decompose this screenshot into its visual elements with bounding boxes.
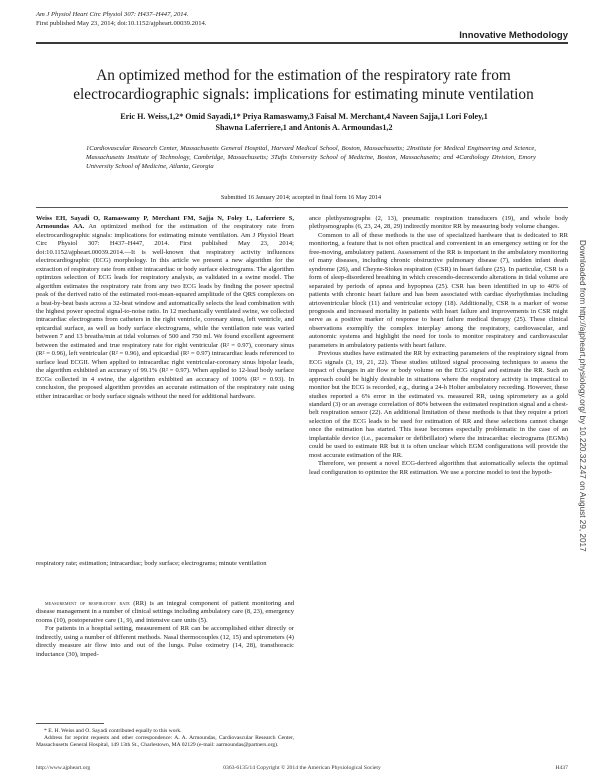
- copyright-line: 0363-6135/14 Copyright © 2014 the American Physiological Society: [223, 765, 381, 771]
- footnote-rule: [36, 723, 104, 724]
- introduction: [36, 600, 294, 659]
- abstract-text: An optimized method for the estimation of the respiratory rate from electrocardiographic signals: implications for estimating minute ventilation. Am J Physiol Heart Circ Physiol 307: H437–H447, 2014. First published May 23, 2014; doi:10.1152/ajpheart.00039.2014.—It is well-known that respiratory activity influences electrocardiographic (ECG) morphology. In this article we present a new algorithm for the extraction of respiratory rate from either intracardiac or body surface electrograms. The algorithm optimizes selection of ECG leads for respiratory analysis, as validated in a swine model. The algorithm estimates the respiratory rate from any two ECG leads by finding the power spectral peak of the derived ratio of the estimated root-mean-squared amplitude of the QRS complexes on a beat-by-beat basis across a 32-beat window and automatically selects the lead combination with the highest power spectral signal-to-noise ratio. In 12 mechanically ventilated swine, we collected intracardiac electrograms from catheters in the right ventricle, coronary sinus, left ventricle, and epicardial surface, as well as body surface electrograms, while the ventilation rate was varied between 7 and 13 breaths/min at tidal volumes of 500 and 750 ml. We found excellent agreement between the estimated and true respiratory rate for right ventricular (R² = 0.97), coronary sinus (R² = 0.96), left ventricular (R² = 0.96), and epicardial (R² = 0.97) intracardiac leads referenced to surface lead ECGII. When applied to intracardiac right ventricular-coronary sinus bipolar leads, the algorithm exhibited an accuracy of 99.1% (R² = 0.97). When applied to 12-lead body surface ECGs collected in 4 swine, the algorithm exhibited an accuracy of 100% (R² = 0.93). In conclusion, the proposed algorithm provides an accurate estimation of the respiratory rate using either intracardiac or body surface signals without the need for additional hardware.: [36, 223, 294, 400]
- body-paragraph-2: Common to all of these methods is the use of specialized hardware that is dedicated to RR monitoring, a feature that is not often practical and convenient in an emergency setting or for the free-moving, ambulatory patient. Assessment of the RR is important in the ambulatory monitoring of many diseases, including chronic obstructive pulmonary disease (7), sudden infant death syndrome (26), and Cheyne-Stokes respiration (CSR) in heart failure (25). In particular, CSR is a form of sleep-disordered breathing in which crescendo-decrescendo alterations in tidal volume are separated by periods of apnea and hypopnea (25). CSR has been identified in up to 40% of patients with chronic heart failure and has been associated with cardiac dysrhythmias including atrioventricular block (11) and ventricular ectopy (18). Additionally, CSR is a marker of worse prognosis and increased mortality in patients with heart failure and improvements in CSR might serve as a positive marker of response to heart failure medical therapy (25). These clinical observations exemplify the complex interplay among the respiratory, cardiovascular, and autonomic systems and highlight the need for tools to monitor respiratory and cardiovascular parameters in ambulatory patients with heart failure.: [309, 231, 568, 349]
- section-label: Innovative Methodology: [459, 30, 568, 41]
- download-watermark: [574, 240, 590, 740]
- paper-title: An optimized method for the estimation of the respiratory rate from electrocardiographic signals: implications for estimating minute ventilation: [73, 67, 534, 103]
- intro-paragraph-1: (RR) is an integral component of patient monitoring and disease management in a number of clinical settings including ambulatory care (8, 23), emergency rooms (10), postoperative care (1, 9), and intensive care units (5).: [36, 600, 294, 624]
- download-notice: Downloaded from http://ajpheart.physiology.org/ by 10.220.32.247 on August 29, 2017: [578, 240, 587, 552]
- intro-paragraph-2: For patients in a hospital setting, measurement of RR can be accomplished either directly or indirectly, using a number of different methods. Nasal thermocouples (12, 15) and spirometers (4) directly measure air flow into and out of the lungs. Pulse oximetry (14, 28), transthoracic inductance (30), imped-: [36, 625, 294, 658]
- page-number: H437: [555, 765, 568, 771]
- footnote-correspondence: Address for reprint requests and other correspondence: A. A. Armoundas, Cardiovascular Research Center, Massachusetts General Hospital, 149 13th St., Charlestown, MA 02129 (e-mail: aarmoundas@partners.org).: [36, 735, 294, 748]
- header-rule: [36, 207, 568, 208]
- footnote-equal-contribution: * E. H. Weiss and O. Sayadi contributed equally to this work.: [44, 728, 182, 734]
- journal-doi: First published May 23, 2014; doi:10.1152/ajpheart.00039.2014.: [36, 19, 207, 27]
- footnotes: [36, 728, 294, 749]
- intro-smallcaps: measurement of respiratory rate: [45, 600, 130, 607]
- body-paragraph-3: Previous studies have estimated the RR by extracting parameters of the respiratory signal from ECG signals (3, 19, 21, 22). These studies utilized signal processing techniques to assess the impact of changes in air flow or body volume on the ECG signal and estimate the RR. Such an approach could be highly desirable in situations where the respiratory activity is impractical to monitor but the ECG is recorded, e.g., during a 24-h Holter ambulatory recording. However, these studies reported a 6% error in the estimated vs. measured RR, using spirometery as a gold standard (3) or an average correlation of 80% between the estimated respiration signal and a chest-belt respiration sensor (22). An additional limitation of these methods is that they require a priori selection of the ECG leads to be used for estimation of RR and these selections cannot change once the estimation has started. This issue becomes especially problematic in the case of an implantable device (i.e., pacemaker or defibrillator) where the intracardiac electrograms (EGMs) could be used to estimate RR but it is often unclear which EGM configurations will provide the most accurate estimation of the RR.: [309, 350, 568, 459]
- keywords: respiratory rate; estimation; intracardiac; body surface; electrograms; minute ventilation: [36, 560, 267, 567]
- abstract-citation-authors: Weiss EH, Sayadi O, Ramaswamy P, Merchant FM, Sajja N, Foley L, Laferriere S, Armoundas AA.: [36, 215, 294, 231]
- body-paragraph-1: ance plethysmographs (2, 13), pneumatic respiration transducers (19), and whole body plethysmographs (6, 23, 24, 28, 29) indirectly monitor RR by measuring body volume changes.: [309, 215, 568, 231]
- body-paragraph-4: Therefore, we present a novel ECG-derived algorithm that automatically selects the optimal lead configuration to optimize the RR estimation. We use a porcine model to test the hypoth-: [309, 460, 568, 476]
- abstract: [36, 215, 294, 401]
- author-line-1: Eric H. Weiss,1,2* Omid Sayadi,1* Priya Ramaswamy,3 Faisal M. Merchant,4 Naveen Sajja,1 Lori Foley,1: [120, 112, 488, 121]
- submission-dates: Submitted 16 January 2014; accepted in final form 16 May 2014: [220, 194, 382, 201]
- journal-url[interactable]: http://www.ajpheart.org: [36, 765, 91, 771]
- journal-citation: Am J Physiol Heart Circ Physiol 307: H437–H447, 2014.: [36, 11, 189, 18]
- author-list: [60, 112, 548, 133]
- affiliations: 1Cardiovascular Research Center, Massachusetts General Hospital, Harvard Medical School, Boston, Massachusetts; 2Institute for Medical Engineering and Science, Massachusetts Institute of Technology, Cambridge, Massachusetts; 3Tufts University School of Medicine, Boston, Massachusetts; and 4Cardiology Division, Emory University School of Medicine, Atlanta, Georgia: [86, 145, 536, 170]
- right-column: [309, 215, 568, 477]
- author-line-2: Shawna Laferriere,1 and Antonis A. Armoundas1,2: [215, 122, 393, 132]
- journal-header: [36, 11, 206, 28]
